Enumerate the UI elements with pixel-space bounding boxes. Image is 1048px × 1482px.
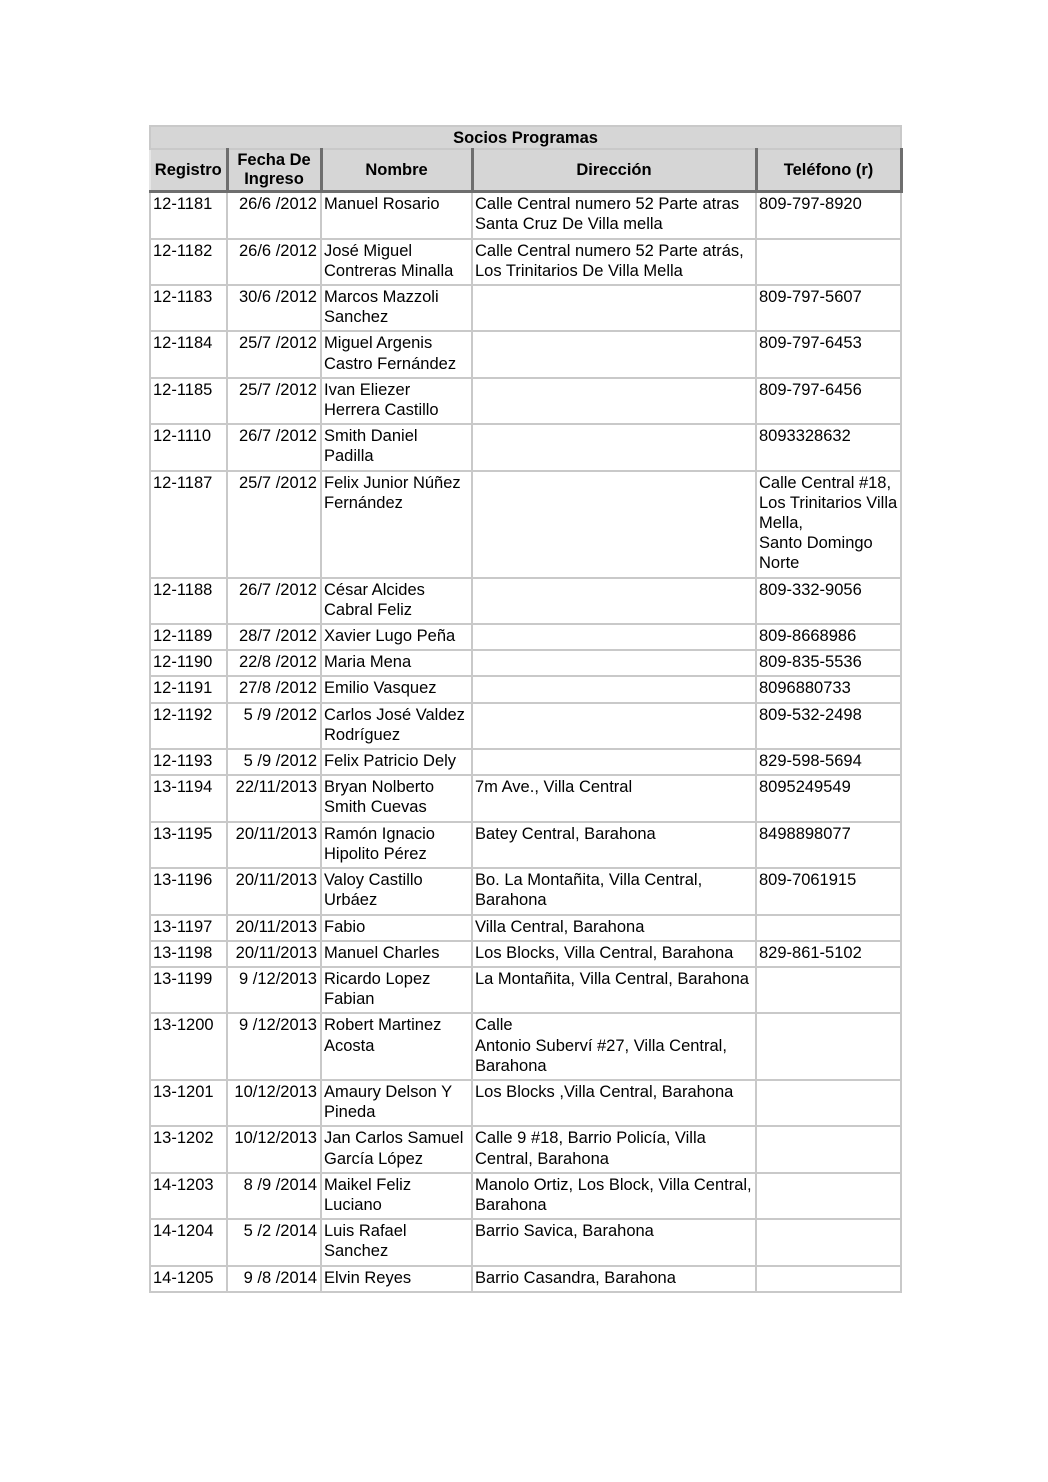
cell-direccion: La Montañita, Villa Central, Barahona xyxy=(472,967,756,1013)
header-registro: Registro xyxy=(150,149,227,192)
table-row xyxy=(150,703,901,749)
cell-registro: 13-1195 xyxy=(150,822,227,868)
cell-telefono: 809-835-5536 xyxy=(756,650,901,676)
cell-registro: 14-1203 xyxy=(150,1173,227,1219)
cell-fecha: 25/7 /2012 xyxy=(227,378,321,424)
cell-telefono: 809-797-8920 xyxy=(756,192,901,239)
cell-telefono: 829-861-5102 xyxy=(756,941,901,967)
cell-nombre: Miguel Argenis Castro Fernández xyxy=(321,331,472,377)
cell-direccion xyxy=(472,331,756,377)
cell-telefono: 8095249549 xyxy=(756,775,901,821)
cell-telefono: 809-532-2498 xyxy=(756,703,901,749)
cell-telefono: 8093328632 xyxy=(756,424,901,470)
cell-registro: 12-1193 xyxy=(150,749,227,775)
cell-nombre: Bryan Nolberto Smith Cuevas xyxy=(321,775,472,821)
cell-registro: 13-1194 xyxy=(150,775,227,821)
cell-telefono xyxy=(756,1126,901,1172)
cell-fecha: 22/11/2013 xyxy=(227,775,321,821)
table-row xyxy=(150,941,901,967)
cell-fecha: 20/11/2013 xyxy=(227,822,321,868)
cell-direccion xyxy=(472,749,756,775)
cell-telefono: 809-797-6453 xyxy=(756,331,901,377)
cell-fecha: 26/7 /2012 xyxy=(227,578,321,624)
header-direccion: Dirección xyxy=(472,149,756,192)
header-row xyxy=(150,149,901,192)
cell-telefono: 809-7061915 xyxy=(756,868,901,914)
cell-nombre: Valoy Castillo Urbáez xyxy=(321,868,472,914)
cell-registro: 12-1192 xyxy=(150,703,227,749)
table-row xyxy=(150,471,901,578)
cell-telefono xyxy=(756,1013,901,1080)
cell-fecha: 10/12/2013 xyxy=(227,1126,321,1172)
cell-fecha: 26/6 /2012 xyxy=(227,192,321,239)
cell-fecha: 20/11/2013 xyxy=(227,915,321,941)
cell-fecha: 26/6 /2012 xyxy=(227,239,321,285)
cell-nombre: José Miguel Contreras Minalla xyxy=(321,239,472,285)
cell-nombre: Emilio Vasquez xyxy=(321,676,472,702)
cell-nombre: Manuel Rosario xyxy=(321,192,472,239)
table-row xyxy=(150,749,901,775)
table-row xyxy=(150,1126,901,1172)
cell-nombre: Jan Carlos Samuel García López xyxy=(321,1126,472,1172)
cell-telefono: 829-598-5694 xyxy=(756,749,901,775)
cell-nombre: Carlos José Valdez Rodríguez xyxy=(321,703,472,749)
cell-telefono: 809-797-6456 xyxy=(756,378,901,424)
cell-nombre: Robert Martinez Acosta xyxy=(321,1013,472,1080)
cell-nombre: Ricardo Lopez Fabian xyxy=(321,967,472,1013)
cell-nombre: Marcos Mazzoli Sanchez xyxy=(321,285,472,331)
cell-direccion: Calle Central numero 52 Parte atrás, Los Trinitarios De Villa Mella xyxy=(472,239,756,285)
cell-registro: 12-1191 xyxy=(150,676,227,702)
cell-registro: 13-1200 xyxy=(150,1013,227,1080)
cell-telefono xyxy=(756,1080,901,1126)
cell-fecha: 27/8 /2012 xyxy=(227,676,321,702)
cell-nombre: Fabio xyxy=(321,915,472,941)
cell-nombre: Xavier Lugo Peña xyxy=(321,624,472,650)
table-row xyxy=(150,331,901,377)
cell-direccion: Calle Antonio Suberví #27, Villa Central, Barahona xyxy=(472,1013,756,1080)
cell-registro: 12-1184 xyxy=(150,331,227,377)
cell-registro: 13-1196 xyxy=(150,868,227,914)
cell-telefono: 8498898077 xyxy=(756,822,901,868)
cell-registro: 13-1201 xyxy=(150,1080,227,1126)
cell-fecha: 5 /9 /2012 xyxy=(227,703,321,749)
table-row xyxy=(150,378,901,424)
cell-direccion xyxy=(472,676,756,702)
cell-fecha: 8 /9 /2014 xyxy=(227,1173,321,1219)
cell-fecha: 9 /8 /2014 xyxy=(227,1266,321,1292)
cell-registro: 12-1182 xyxy=(150,239,227,285)
header-nombre: Nombre xyxy=(321,149,472,192)
cell-direccion: Los Blocks ,Villa Central, Barahona xyxy=(472,1080,756,1126)
table-row xyxy=(150,650,901,676)
cell-registro: 14-1204 xyxy=(150,1219,227,1265)
cell-registro: 12-1181 xyxy=(150,192,227,239)
table-row xyxy=(150,775,901,821)
table-row xyxy=(150,1266,901,1292)
cell-fecha: 10/12/2013 xyxy=(227,1080,321,1126)
cell-direccion: Barrio Savica, Barahona xyxy=(472,1219,756,1265)
cell-fecha: 25/7 /2012 xyxy=(227,331,321,377)
cell-direccion: Villa Central, Barahona xyxy=(472,915,756,941)
table-row xyxy=(150,578,901,624)
table-title: Socios Programas xyxy=(150,126,901,149)
cell-direccion xyxy=(472,578,756,624)
cell-direccion: Los Blocks, Villa Central, Barahona xyxy=(472,941,756,967)
cell-direccion xyxy=(472,378,756,424)
table-row xyxy=(150,967,901,1013)
cell-nombre: Felix Junior Núñez Fernández xyxy=(321,471,472,578)
cell-registro: 13-1198 xyxy=(150,941,227,967)
table-row xyxy=(150,1080,901,1126)
cell-direccion xyxy=(472,703,756,749)
cell-registro: 12-1189 xyxy=(150,624,227,650)
cell-fecha: 20/11/2013 xyxy=(227,868,321,914)
table-row xyxy=(150,1013,901,1080)
cell-direccion: Barrio Casandra, Barahona xyxy=(472,1266,756,1292)
cell-registro: 12-1185 xyxy=(150,378,227,424)
table-row xyxy=(150,192,901,239)
cell-nombre: Felix Patricio Dely xyxy=(321,749,472,775)
cell-direccion xyxy=(472,285,756,331)
cell-telefono xyxy=(756,239,901,285)
table-body xyxy=(150,192,901,1292)
cell-fecha: 30/6 /2012 xyxy=(227,285,321,331)
cell-fecha: 26/7 /2012 xyxy=(227,424,321,470)
cell-nombre: Amaury Delson Y Pineda xyxy=(321,1080,472,1126)
cell-registro: 12-1187 xyxy=(150,471,227,578)
cell-direccion: 7m Ave., Villa Central xyxy=(472,775,756,821)
cell-nombre: César Alcides Cabral Feliz xyxy=(321,578,472,624)
table-row xyxy=(150,676,901,702)
title-row xyxy=(150,126,901,149)
cell-telefono xyxy=(756,1173,901,1219)
cell-direccion xyxy=(472,424,756,470)
table-row xyxy=(150,822,901,868)
cell-nombre: Luis Rafael Sanchez xyxy=(321,1219,472,1265)
cell-telefono: 8096880733 xyxy=(756,676,901,702)
cell-telefono xyxy=(756,915,901,941)
cell-registro: 12-1190 xyxy=(150,650,227,676)
table-row xyxy=(150,868,901,914)
table-row xyxy=(150,1173,901,1219)
cell-direccion: Manolo Ortiz, Los Block, Villa Central, Barahona xyxy=(472,1173,756,1219)
cell-registro: 12-1188 xyxy=(150,578,227,624)
cell-fecha: 5 /9 /2012 xyxy=(227,749,321,775)
cell-nombre: Ivan Eliezer Herrera Castillo xyxy=(321,378,472,424)
cell-fecha: 9 /12/2013 xyxy=(227,1013,321,1080)
cell-telefono xyxy=(756,1266,901,1292)
table-row xyxy=(150,239,901,285)
cell-direccion xyxy=(472,471,756,578)
table-row xyxy=(150,624,901,650)
cell-direccion xyxy=(472,650,756,676)
cell-fecha: 9 /12/2013 xyxy=(227,967,321,1013)
cell-direccion: Bo. La Montañita, Villa Central, Barahona xyxy=(472,868,756,914)
cell-telefono xyxy=(756,967,901,1013)
cell-nombre: Elvin Reyes xyxy=(321,1266,472,1292)
cell-nombre: Maria Mena xyxy=(321,650,472,676)
cell-fecha: 20/11/2013 xyxy=(227,941,321,967)
cell-telefono: Calle Central #18, Los Trinitarios Villa Mella, Santo Domingo Norte xyxy=(756,471,901,578)
cell-registro: 12-1110 xyxy=(150,424,227,470)
cell-fecha: 28/7 /2012 xyxy=(227,624,321,650)
cell-fecha: 22/8 /2012 xyxy=(227,650,321,676)
cell-nombre: Maikel Feliz Luciano xyxy=(321,1173,472,1219)
cell-registro: 13-1197 xyxy=(150,915,227,941)
cell-registro: 13-1202 xyxy=(150,1126,227,1172)
cell-fecha: 25/7 /2012 xyxy=(227,471,321,578)
cell-nombre: Manuel Charles xyxy=(321,941,472,967)
cell-nombre: Smith Daniel Padilla xyxy=(321,424,472,470)
table-row xyxy=(150,915,901,941)
cell-direccion: Batey Central, Barahona xyxy=(472,822,756,868)
table-row xyxy=(150,424,901,470)
cell-nombre: Ramón Ignacio Hipolito Pérez xyxy=(321,822,472,868)
cell-telefono: 809-8668986 xyxy=(756,624,901,650)
cell-telefono xyxy=(756,1219,901,1265)
socios-table xyxy=(149,125,903,1293)
cell-registro: 12-1183 xyxy=(150,285,227,331)
cell-direccion: Calle 9 #18, Barrio Policía, Villa Central, Barahona xyxy=(472,1126,756,1172)
cell-telefono: 809-797-5607 xyxy=(756,285,901,331)
cell-registro: 13-1199 xyxy=(150,967,227,1013)
cell-telefono: 809-332-9056 xyxy=(756,578,901,624)
table-row xyxy=(150,285,901,331)
header-telefono: Teléfono (r) xyxy=(756,149,901,192)
cell-registro: 14-1205 xyxy=(150,1266,227,1292)
cell-direccion: Calle Central numero 52 Parte atras Santa Cruz De Villa mella xyxy=(472,192,756,239)
header-fecha: Fecha De Ingreso xyxy=(227,149,321,192)
table-row xyxy=(150,1219,901,1265)
cell-direccion xyxy=(472,624,756,650)
cell-fecha: 5 /2 /2014 xyxy=(227,1219,321,1265)
